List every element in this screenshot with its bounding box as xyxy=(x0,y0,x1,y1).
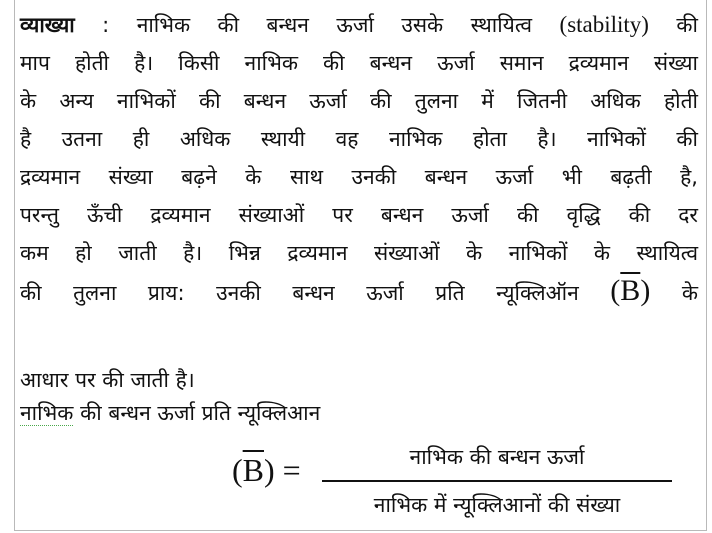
equals-sign: = xyxy=(282,452,301,488)
formula-fraction xyxy=(322,440,672,522)
subheading-rest: की बन्धन ऊर्जा प्रति न्यूक्लिआन xyxy=(73,401,321,425)
spellcheck-word: नाभिक xyxy=(20,401,74,425)
stability-term: (stability) xyxy=(559,12,649,37)
line8-text: की तुलना प्राय: उनकी बन्धन ऊर्जा प्रति न्यूक्लिऑन xyxy=(20,281,579,305)
fraction-bar xyxy=(322,480,672,482)
paragraph-line-4: है उतना ही अधिक स्थायी वह नाभिक होता है। नाभिकों की xyxy=(20,127,698,151)
heading-colon: : xyxy=(74,13,137,37)
paragraph-line-7: कम हो जाती है। भिन्न द्रव्यमान संख्याओं के नाभिकों के स्थायित्व xyxy=(20,241,698,265)
paragraph-line-5: द्रव्यमान संख्या बढ़ने के साथ उनकी बन्धन ऊर्जा भी बढ़ती है, xyxy=(20,165,698,189)
explanation-paragraph xyxy=(20,6,698,312)
line1-text: नाभिक की बन्धन ऊर्जा उसके स्थायित्व xyxy=(136,13,533,37)
b-bar-symbol: $\overline{B}$ xyxy=(242,452,264,488)
paragraph-line-2: माप होती है। किसी नाभिक की बन्धन ऊर्जा समान द्रव्यमान संख्या xyxy=(20,51,698,75)
paragraph-line-8 xyxy=(20,272,698,312)
binding-energy-formula xyxy=(232,440,682,530)
paragraph-line-6: परन्तु ऊँची द्रव्यमान संख्याओं पर बन्धन ऊर्जा की वृद्धि की दर xyxy=(20,203,698,227)
formula-lhs: $(\overline{B})$ = xyxy=(232,452,301,488)
formula-subheading xyxy=(20,397,320,429)
line1-end: की xyxy=(676,13,698,37)
binding-energy-symbol: $(\overline{B})$ xyxy=(610,274,651,307)
paragraph-line-1 xyxy=(20,6,698,44)
fraction-numerator: नाभिक की बन्धन ऊर्जा xyxy=(409,445,585,469)
paragraph-line-9: आधार पर की जाती है। xyxy=(20,368,195,392)
line8-end: के xyxy=(681,281,698,305)
paragraph-line-3: के अन्य नाभिकों की बन्धन ऊर्जा की तुलना में जितनी अधिक होती xyxy=(20,89,698,113)
explanation-heading: व्याख्या xyxy=(20,13,75,37)
fraction-denominator: नाभिक में न्यूक्लिआनों की संख्या xyxy=(373,493,621,517)
